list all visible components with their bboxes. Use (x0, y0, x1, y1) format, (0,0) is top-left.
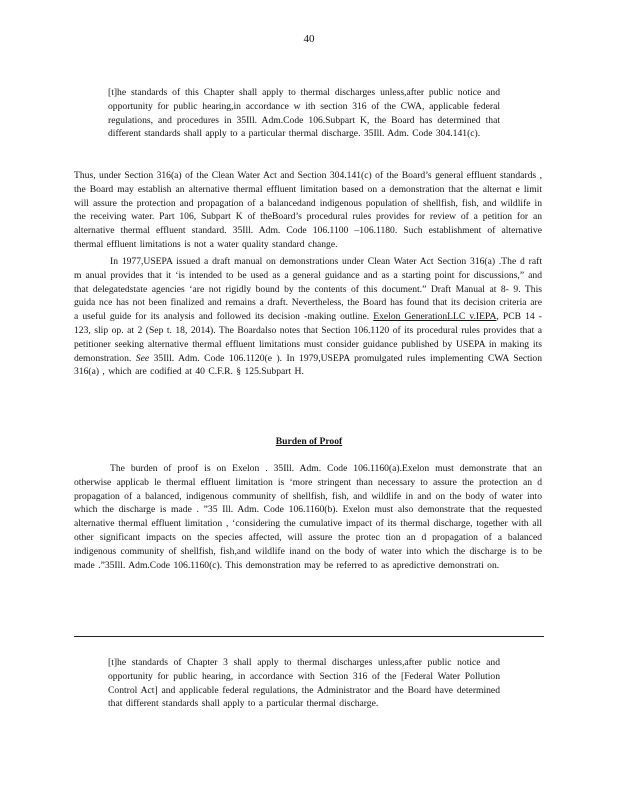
paragraph-part: In 1977,USEPA issued a draft manual on demonstrations under Clean Water Act Section 316(a) .The d raft m anual provides that it ‘is intended to be used as a general guidance and as a starting point for discussions,” and that delegatedstate agencies ‘are not rigidly bound by the contents of this document.” Draft Manual at 8- 9. This guida nce has not been finalized and remains a draft. Nevertheless, the Board has found that its decision criteria are a useful guide for its analysis and followed its decision -making outline. (74, 256, 542, 323)
footnote-text: [t]he standards of Chapter 3 shall apply to thermal discharges unless,after public notice and opportunity for public hearing, in accordance with Section 316 of the [Federal Water Pollution Control Act] and applicable federal regulations, the Administrator and the Board have determined that different standards shall apply to a particular thermal discharge. (108, 657, 500, 710)
paragraph-burden-of-proof (74, 462, 542, 572)
paragraph-text: Thus, under Section 316(a) of the Clean Water Act and Section 304.141(c) of the Board’s general effluent standards , the Board may establish an alternative thermal effluent limitation based on a demonstration that the alternat e limit will assure the protection and propagation of a balancedand indigenous population of shellfish, fish, and wildlife in the receiving water. Part 106, Subpart K of theBoard’s procedural rules provides for review of a petition for an alternative thermal effluent standard. 35Ill. Adm. Code 106.1100 –106.1180. Such establishment of alternative thermal effluent limitations is not a water quality standard change. (74, 170, 542, 250)
section-heading: Burden of Proof (275, 436, 343, 447)
paragraph-usepa-manual (74, 255, 542, 379)
paragraph-part: 35Ill. Adm. Code 106.1120(e ). In 1979,USEPA promulgated rules implementing CWA Section 316(a) , which are codified at 40 C.F.R. § 125.Subpart H. (74, 352, 543, 378)
paragraph-part: , PCB 14 - 123, slip op. at 2 (Sep t. 18, 2014). The Boardalso notes that Section 106.1120 of its procedural rules provides that a petitioner seeking alternative thermal effluent limitations must consider guidance published by USEPA in making its demonstration. (74, 311, 542, 364)
footnote-quote (108, 656, 500, 711)
block-quote-text: [t]he standards of this Chapter shall apply to thermal discharges unless,after public notice and opportunity for public hearing,in accordance w ith section 316 of the CWA, applicable federal regulations, and procedures in 35Ill. Adm.Code 106.Subpart K, the Board has determined that different standards shall apply to a particular thermal discharge. 35Ill. Adm. Code 304.141(c). (108, 87, 500, 140)
page-number: 40 (303, 33, 315, 45)
block-quote-board-rule (108, 86, 500, 141)
case-citation: Exelon GenerationLLC v.IEPA (373, 311, 497, 323)
paragraph-text: The burden of proof is on Exelon . 35Ill. Adm. Code 106.1160(a).Exelon must demonstrate that an otherwise applicab le thermal effluent limitation is ‘more stringent than necessary to assure the protection an d propagation of a balanced, indigenous community of shellfish, fish, and wildlife in and on the body of water into which the discharge is made . ”35 Ill. Adm. Code 106.1160(b). Exelon must also demonstrate that the requested alternative thermal effluent limitation , ‘considering the cumulative impact of its thermal discharge, together with all other significant impacts on the species affected, will assure the protec tion an d propagation of a balanced indigenous community of shellfish, fish,and wildlife inand on the body of water into which the discharge is to be made .”35Ill. Adm.Code 106.1160(c). This demonstration may be referred to as apredictive demonstrati on. (74, 463, 542, 571)
paragraph-section-316a (74, 169, 542, 252)
paragraph-text (74, 255, 542, 379)
footnote-divider (74, 636, 544, 637)
signal-see: See (135, 352, 150, 364)
